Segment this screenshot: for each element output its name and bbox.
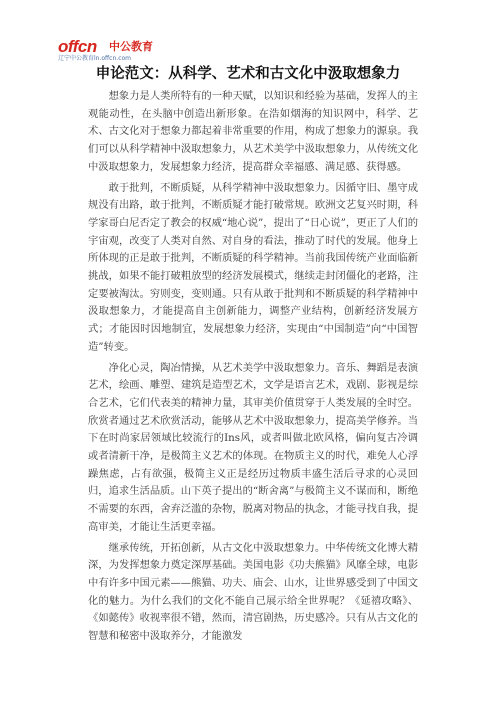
paragraph-intro: 想象力是人类所特有的一种天赋，以知识和经验为基础，发挥人的主观能动性，在头脑中创造出新形象。在浩如烟海的知识网中，科学、艺术、古文化对于想象力都起着非常重要的作用，构成了想象力的源泉。我们可以从科学精神中汲取想象力，从艺术美学中汲取想象力，从传统文化中汲取想象力，发展想象力经济，提高群众幸福感、满足感、获得感。 bbox=[88, 90, 418, 173]
paragraph-science: 敢于批判，不断质疑，从科学精神中汲取想象力。因循守旧、墨守成规没有出路，敢于批判，不断质疑才能打破常规。欧洲文艺复兴时期，科学家哥白尼否定了教会的权威“地心说”，提出了“日心说”，更正了人们的宇宙观，改变了人类对自然、对自身的看法，推动了时代的发展。他身上所体现的正是敢于批判，不断质疑的科学精神。当前我国传统产业面临新挑战，如果不能打破粗放型的经济发展模式，继续走封闭僵化的老路，注定要被淘汰。穷则变，变则通。只有从敢于批判和不断质疑的科学精神中汲取想象力，才能提高自主创新能力，调整产业结构，创新经济发展方式；才能因时因地制宜，发展想象力经济，实现由“中国制造”向“中国智造”转变。 bbox=[88, 181, 418, 353]
paragraph-art: 净化心灵，陶冶情操，从艺术美学中汲取想象力。音乐、舞蹈是表演艺术，绘画、雕塑、建筑是造型艺术，文学是语言艺术，戏剧、影视是综合艺术，它们代表美的精神力量，其审美价值贯穿于人类发展的全时空。欣赏者通过艺术欣赏活动，能够从艺术中汲取想象力，提高美学修养。当下在时尚家居领域比较流行的Ins风，或者叫做北欧风格，偏向复古冷调或者清新干净，是极简主义艺术的体现。在物质主义的时代，难免人心浮躁焦虑，占有欲强，极简主义正是经历过物质丰盛生活后寻求的心灵回归，追求生活品质。山下英子提出的“断舍离”与极简主义不谋而和，断绝不需要的东西，舍弃泛滥的杂物，脱离对物品的执念，才能寻找自我，提高审美，才能让生活更幸福。 bbox=[88, 361, 418, 533]
logo-website: 辽宁中公教育ln.offcn.com bbox=[58, 55, 132, 62]
paragraph-culture: 继承传统，开拓创新，从古文化中汲取想象力。中华传统文化博大精深，为发挥想象力奠定深厚基础。美国电影《功夫熊猫》风靡全球，电影中有许多中国元素——熊猫、功夫、庙会、山水，让世界感受到了中国文化的魅力。为什么我们的文化不能自己展示给全世界呢？《延禧攻略》、《如懿传》收视率很不错，然而，清宫剧热，历史感冷。只有从古文化的智慧和秘密中汲取养分，才能激发 bbox=[88, 541, 418, 643]
article-body bbox=[88, 88, 418, 649]
logo-wordmark: offcn bbox=[58, 37, 97, 56]
offcn-logo bbox=[58, 38, 178, 62]
logo-chinese-name: 中公教育 bbox=[109, 40, 153, 53]
article-title: 申论范文：从科学、艺术和古文化中汲取想象力 bbox=[95, 66, 401, 82]
